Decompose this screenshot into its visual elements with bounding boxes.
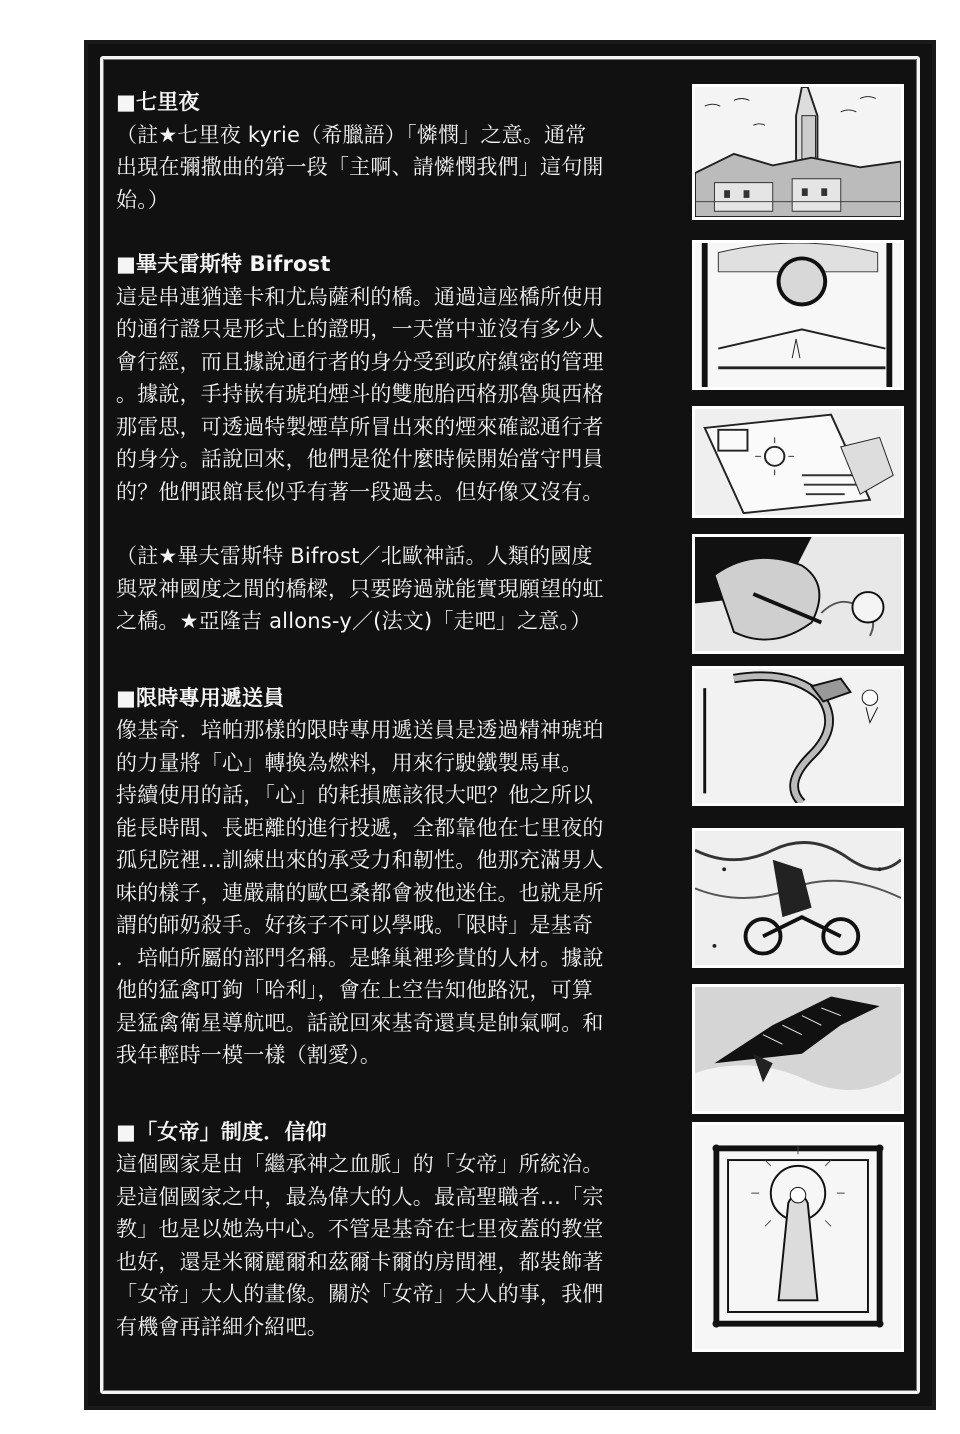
text-line: 的身分。話說回來，他們是從什麼時候開始當守門員	[116, 447, 604, 471]
text-line: 持續使用的話，「心」的耗損應該很大吧？他之所以	[116, 783, 594, 807]
text-line: 能長時間、長距離的進行投遞，全都靠他在七里夜的	[116, 815, 604, 840]
text-line: 「女帝」大人的畫像。關於「女帝」大人的事，我們	[116, 1282, 604, 1306]
empress-portrait-illustration	[692, 1122, 904, 1352]
note-line: （註★畢夫雷斯特 Bifrost／北歐神話。人類的國度	[116, 544, 593, 568]
section-title: ■七里夜	[116, 90, 200, 114]
section-title: ■限時專用遞送員	[116, 685, 285, 710]
text-line: 是猛禽衛星導航吧。話說回來基奇還真是帥氣啊。和	[116, 1010, 604, 1035]
text-line: 那雷思，可透過特製煙草所冒出來的煙來確認通行者	[116, 414, 604, 439]
section-title: ■畢夫雷斯特 Bifrost	[116, 252, 331, 276]
section-title: ■「女帝」制度．信仰	[116, 1119, 327, 1144]
note-line: 與眾神國度之間的橋樑，只要跨過就能實現願望的虹	[116, 576, 604, 601]
section-empress	[116, 1116, 676, 1344]
pass-document-illustration	[692, 406, 904, 518]
gatekeeper-smoke-illustration	[692, 534, 904, 654]
text-line: 的？他們跟館長似乎有著一段過去。但好像又沒有。	[116, 479, 604, 504]
text-line: 始。）	[116, 187, 170, 212]
text-line: 這是串連猶達卡和尤烏薩利的橋。通過這座橋所使用	[116, 284, 604, 309]
text-line: 我年輕時一模一樣（割愛）。	[116, 1043, 382, 1067]
text-column	[116, 86, 676, 1343]
text-line: 的力量將「心」轉換為燃料，用來行駛鐵製馬車。	[116, 750, 583, 775]
text-line: 出現在彌撒曲的第一段「主啊、請憐憫我們」這句開	[116, 155, 604, 179]
text-line: 謂的師奶殺手。好孩子不可以學哦。「限時」是基奇	[116, 913, 594, 937]
text-line: （註★七里夜 kyrie（希臘語）「憐憫」之意。通常	[116, 122, 587, 147]
text-line: 。據說，手持嵌有琥珀煙斗的雙胞胎西格那魯與西格	[116, 382, 604, 406]
text-line: ．培帕所屬的部門名稱。是蜂巢裡珍貴的人材。據說	[116, 945, 604, 970]
text-line: 這個國家是由「繼承神之血脈」的「女帝」所統治。	[116, 1152, 604, 1176]
section-bifrost	[116, 248, 676, 638]
church-town-illustration	[692, 84, 904, 220]
text-line: 有機會再詳細介紹吧。	[116, 1314, 328, 1339]
text-line: 孤兒院裡…訓練出來的承受力和韌性。他那充滿男人	[116, 848, 604, 872]
bridge-sky-illustration	[692, 240, 904, 390]
text-line: 是這個國家之中，最為偉大的人。最高聖職者…「宗	[116, 1184, 604, 1209]
text-line: 味的樣子，連嚴肅的歐巴桑都會被他迷住。也就是所	[116, 880, 604, 905]
section-kyrie	[116, 86, 676, 216]
note-line: 之橋。★亞隆吉 allons-y／(法文)「走吧」之意。）	[116, 609, 592, 633]
eagle-flight-illustration	[692, 984, 904, 1114]
text-line: 會行經，而且據說通行者的身分受到政府縝密的管理	[116, 349, 604, 374]
section-express-courier	[116, 682, 676, 1072]
text-line: 教」也是以她為中心。不管是基奇在七里夜蓋的教堂	[116, 1217, 604, 1241]
lizard-creature-illustration	[692, 666, 904, 806]
text-line: 他的猛禽叮鉤「哈利」，會在上空告知他路況，可算	[116, 978, 594, 1002]
text-line: 的通行證只是形式上的證明，一天當中並沒有多少人	[116, 317, 604, 341]
text-line: 像基奇．培帕那樣的限時專用遞送員是透過精神琥珀	[116, 718, 604, 742]
rider-motorcycle-illustration	[692, 828, 904, 968]
text-line: 也好，還是米爾麗爾和茲爾卡爾的房間裡，都裝飾著	[116, 1249, 604, 1274]
